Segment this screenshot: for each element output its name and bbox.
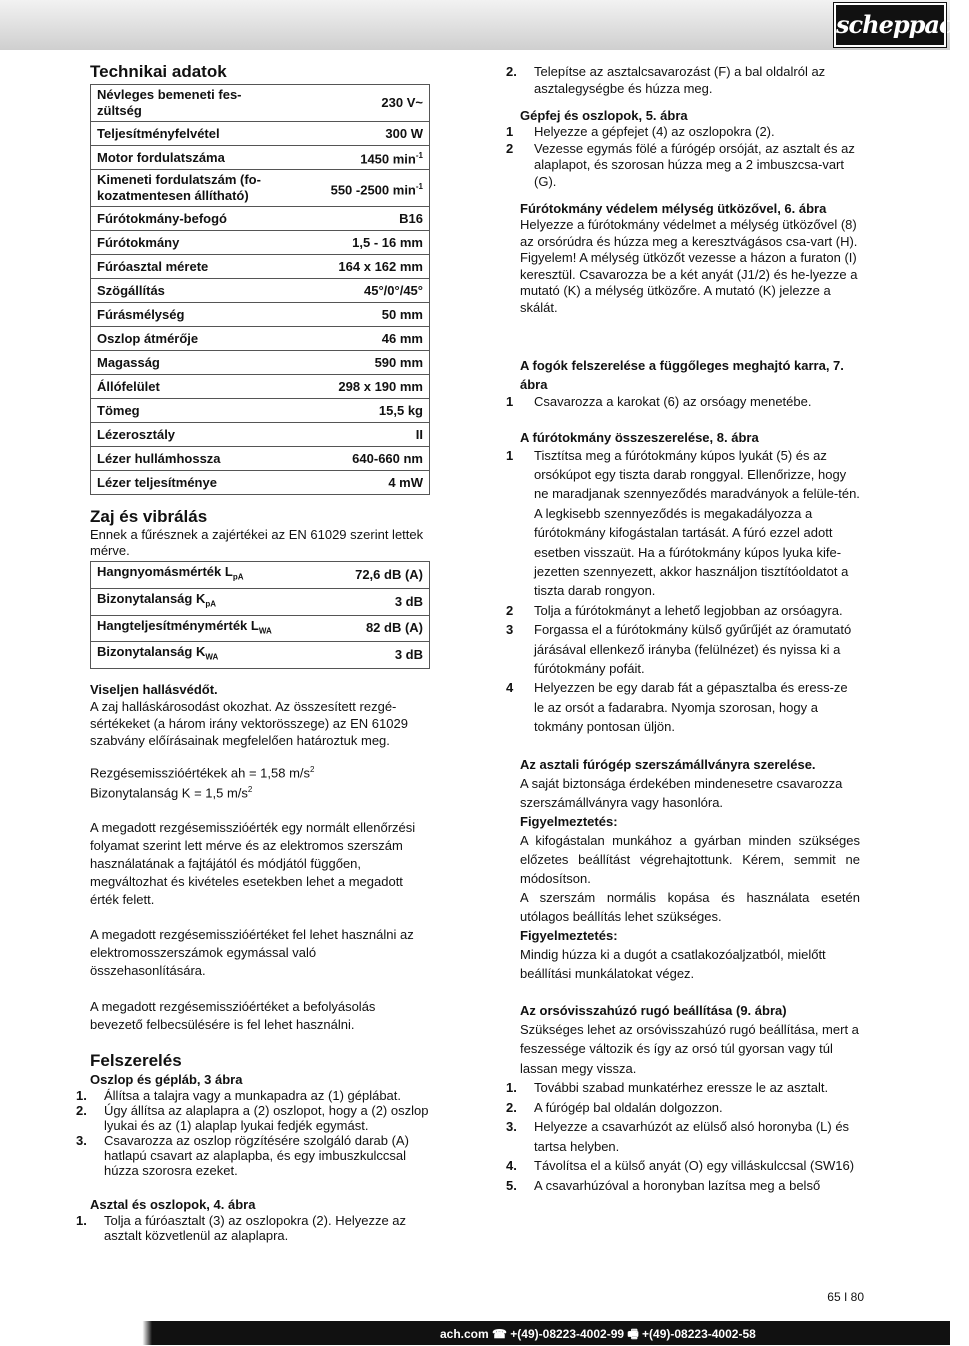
noise-table <box>90 561 430 668</box>
spec-label: Fúróasztal mérete <box>91 255 304 279</box>
brand-logo: scheppach <box>834 3 946 47</box>
vib-line-2: Bizonytalanság K = 1,5 $m/s^2$ <box>90 785 253 801</box>
paragraph: A saját biztonsága érdekében mindenesetre csavarozza szerszámállványra vagy hasonlóra. <box>520 775 843 810</box>
list-item: 4 Helyezzen be egy darab fát a gépasztalba és eress-ze le az orsót a fadarabra. Nyomja szorosan, hogy a tokmány pontosan üljön. <box>506 680 848 735</box>
table-row <box>91 231 430 255</box>
list-item: 1 Helyezze a gépfejet (4) az oszlopokra (2). <box>506 124 775 139</box>
s2-list <box>76 1213 430 1244</box>
table-row <box>91 399 430 423</box>
noise-label: Bizonytalanság $K_{WA}$ <box>91 642 328 669</box>
footer-contact: ach.com ☎ +(49)-08223-4002-99 🖷 +(49)-08223-4002-58 <box>440 1327 756 1341</box>
h6-list <box>506 1078 860 1195</box>
paragraph: A kifogástalan munkához a gyárban minden szükséges előzetes beállítást végrehajtottunk. Kérem, semmit ne módosítson. <box>520 832 860 886</box>
warning-label: Figyelmeztetés: <box>520 813 618 829</box>
spec-label: Kimeneti fordulatszám (fo- kozatmentesen állítható) <box>91 170 304 207</box>
table-row <box>91 303 430 327</box>
table-row <box>91 423 430 447</box>
table-row <box>91 122 430 146</box>
page-number: 65 I 80 <box>827 1290 864 1304</box>
paragraph: A szerszám normális kopása és használata esetén utólagos beállítás lehet szükséges. <box>520 889 860 924</box>
list-item: 4. Távolítsa el a külső anyát (O) egy villáskulccsal (SW16) <box>506 1158 855 1174</box>
h1-list <box>506 124 860 190</box>
right-column <box>506 64 860 1195</box>
h3-list <box>506 394 860 411</box>
vib-para-3: A megadott rezgésemisszióértéket a befolyásolás bevezető felbecsülésére is fel lehet használni. <box>90 998 376 1032</box>
spec-label: Tömeg <box>91 399 304 423</box>
warn-title: Viseljen hallásvédőt. <box>90 681 218 697</box>
list-item: 3 Forgassa el a fúrótokmány külső gyűrűjét az óramutató járásával ellenkező irányba (felülnézet) és nyissa ki a fúrótokmány pofáit. <box>506 622 852 676</box>
noise-value: 3 dB <box>328 588 430 615</box>
spec-value: 4 mW <box>303 471 429 495</box>
spec-value: 590 mm <box>303 351 429 375</box>
spec-value: 50 mm <box>303 303 429 327</box>
spec-value: 230 V~ <box>303 85 429 122</box>
h4-list <box>506 446 860 737</box>
noise-intro: Ennek a fűrésznek a zajértékei az EN 61029 szerint lettek mérve. <box>90 527 424 559</box>
list-item: 2. Úgy állítsa az alaplapra a (2) oszlopot, hogy a (2) oszlop lyukai és az (1) alaplap lyukai fedjék egymást. <box>76 1103 429 1134</box>
spec-label: Fúrótokmány-befogó <box>91 207 304 231</box>
spec-value: 1,5 - 16 mm <box>303 231 429 255</box>
list-item: 1 Tisztítsa meg a fúrótokmány kúpos lyukát (5) és az orsókúpot egy tiszta darab ronggyal. Ellenőrizze, hogy ne maradjanak szennyeződés maradványok a felüle-tén. A legkisebb szennyeződés is megakadályozza a fúrótokmány kifogástalan tartását. A fúró ezzel adott esetben visszaüt. Ha a fúrótokmány kúpos lyuka kife-jezetten szennyezett, akkor használjon tisztítóoldatot a tiszta darab rongyon. <box>506 447 860 599</box>
section-title: Az orsóvisszahúzó rugó beállítása (9. ábra) <box>520 1002 787 1018</box>
spec-value: 1450 $\min^{-1}$ <box>303 146 429 170</box>
spec-value: 300 W <box>303 122 429 146</box>
list-item: 2 Tolja a fúrótokmányt a lehető legjobban az orsóagyra. <box>506 602 843 618</box>
list-item: 2 Vezesse egymás fölé a fúrógép orsóját, az asztalt és az alaplapot, és szorosan húzza meg a 2 imbuszcsa-vart (G). <box>506 140 855 189</box>
list-item: 3. Helyezze a csavarhúzót az elülső alsó horonyba (L) és tartsa helyben. <box>506 1119 850 1154</box>
vib-line-1: Rezgésemisszióértékek ah = 1,58 $m/s^2$ <box>90 764 315 781</box>
section-title: A fogók felszerelése a függőleges meghajtó karra, 7. ábra <box>520 358 844 392</box>
list-item: 1. Tolja a fúróasztalt (3) az oszlopokra (2). Helyezze az asztalt közvetlenül az alaplapra. <box>76 1213 407 1244</box>
table-row <box>91 85 430 122</box>
list-item: 1 Csavarozza a karokat (6) az orsóagy menetébe. <box>506 394 812 409</box>
spec-label: Névleges bemeneti fes- zültség <box>91 85 304 122</box>
list-item: 3. Csavarozza az oszlop rögzítésére szolgáló darab (A) hatlapú csavart az alaplapba, és egy imbuszkulccsal húzza szorosra ezeket. <box>76 1133 409 1179</box>
table-row <box>91 351 430 375</box>
paragraph: Szükséges lehet az orsóvisszahúzó rugó beállítása, mert a feszessége változik és így az orsó túl gyorsan vagy túl lassan megy vissza. <box>520 1021 859 1076</box>
spec-value: II <box>303 423 429 447</box>
tech-heading: Technikai adatok <box>90 62 227 81</box>
s1-title: Oszlop és gépláb, 3 ábra <box>90 1072 243 1088</box>
table-row <box>91 327 430 351</box>
table-row <box>91 615 430 642</box>
spec-value: 15,5 kg <box>303 399 429 423</box>
warn-text: A zaj halláskárosodást okozhat. Az összesített rezgé-sértékeket (a három irány vektorösszege) az EN 61029 szabvány előírásainak megfelelően határoztuk meg. <box>90 698 408 748</box>
table-row <box>91 588 430 615</box>
s2-title: Asztal és oszlopok, 4. ábra <box>90 1197 256 1213</box>
table-row <box>91 447 430 471</box>
list-item: 1. További szabad munkatérhez eressze le az asztalt. <box>506 1080 829 1096</box>
table-row <box>91 146 430 170</box>
noise-value: 3 dB <box>328 642 430 669</box>
vib-para-2: A megadott rezgésemisszióértéket fel lehet használni az elektromosszerszámok egymással való összehasonlítására. <box>90 927 414 978</box>
left-column <box>76 62 430 1244</box>
s1-list <box>76 1088 430 1179</box>
noise-label: Hangteljesítménymérték $L_{WA}$ <box>91 615 328 642</box>
spec-label: Lézerosztály <box>91 423 304 447</box>
spec-label: Lézer teljesítménye <box>91 471 304 495</box>
list-item: 1. Állítsa a talajra vagy a munkapadra az (1) géplábat. <box>76 1088 402 1104</box>
vib-para-1: A megadott rezgésemisszióérték egy normált ellenőrzési folyamat szerint lett mérve és az elektromos szerszám használatának a fajtájától és módjától függően, megváltozhat és kivételes esetekben lehet a megadott érték felett. <box>90 820 416 907</box>
list-item: 2. Telepítse az asztalcsavarozást (F) a bal oldalról az asztalegységbe és húzza meg. <box>506 64 826 96</box>
spec-value: 298 x 190 mm <box>303 375 429 399</box>
spec-label: Motor fordulatszáma <box>91 146 304 170</box>
table-row <box>91 279 430 303</box>
spec-label: Magasság <box>91 351 304 375</box>
noise-label: Bizonytalanság $K_{pA}$ <box>91 588 328 615</box>
spec-label: Szögállítás <box>91 279 304 303</box>
noise-value: 82 dB (A) <box>328 615 430 642</box>
section-title: Fúrótokmány védelem mélység ütközővel, 6. ábra <box>520 201 827 216</box>
spec-label: Állófelület <box>91 375 304 399</box>
spec-value: 164 x 162 mm <box>303 255 429 279</box>
paragraph: Helyezze a fúrótokmány védelmet a mélység ütközővel (8) az orsórúdra és húzza meg a keresztvágásos csa-vart (H). <box>520 217 858 249</box>
table-row <box>91 207 430 231</box>
spec-label: Lézer hullámhossza <box>91 447 304 471</box>
table-row <box>91 562 430 589</box>
spec-label: Fúrótokmány <box>91 231 304 255</box>
paragraph: Figyelem! A mélység ütközőt vezesse a házon a furaton (I) keresztül. Csavarozza be a két anyát (J1/2) és he-lyezze a mutató (K) a mélység ütközőre. A mutató (K) jelezze a skálát. <box>520 250 858 315</box>
spec-label: Teljesítményfelvétel <box>91 122 304 146</box>
spec-label: Fúrásmélység <box>91 303 304 327</box>
header-bar <box>0 0 950 50</box>
table-row <box>91 642 430 669</box>
section-title: Az asztali fúrógép szerszámállványra szerelése. <box>520 756 816 772</box>
spec-value: 640-660 nm <box>303 447 429 471</box>
warning-label: Figyelmeztetés: <box>520 927 618 943</box>
noise-heading: Zaj és vibrálás <box>90 507 208 527</box>
section-title: Gépfej és oszlopok, 5. ábra <box>520 108 688 123</box>
noise-value: 72,6 dB (A) <box>328 562 430 589</box>
table-row <box>91 471 430 495</box>
spec-value: 45°/0°/45° <box>303 279 429 303</box>
noise-label: Hangnyomásmérték $L_{pA}$ <box>91 562 328 589</box>
table-row <box>91 375 430 399</box>
spec-value: B16 <box>303 207 429 231</box>
spec-label: Oszlop átmérője <box>91 327 304 351</box>
table-row <box>91 170 430 207</box>
tech-spec-table <box>90 84 430 495</box>
table-row <box>91 255 430 279</box>
spec-value: 550 -2500 $\min^{-1}$ <box>303 170 429 207</box>
list-item: 5. A csavarhúzóval a horonyban lazítsa meg a belső <box>506 1177 821 1193</box>
assembly-heading: Felszerelés <box>90 1051 182 1071</box>
paragraph: Mindig húzza ki a dugót a csatlakozóaljzatból, mielőtt beállítási munkálatokat végez. <box>520 946 826 981</box>
section-title: A fúrótokmány összeszerelése, 8. ábra <box>520 429 759 445</box>
list-item: 2. A fúrógép bal oldalán dolgozzon. <box>506 1099 723 1115</box>
spec-value: 46 mm <box>303 327 429 351</box>
